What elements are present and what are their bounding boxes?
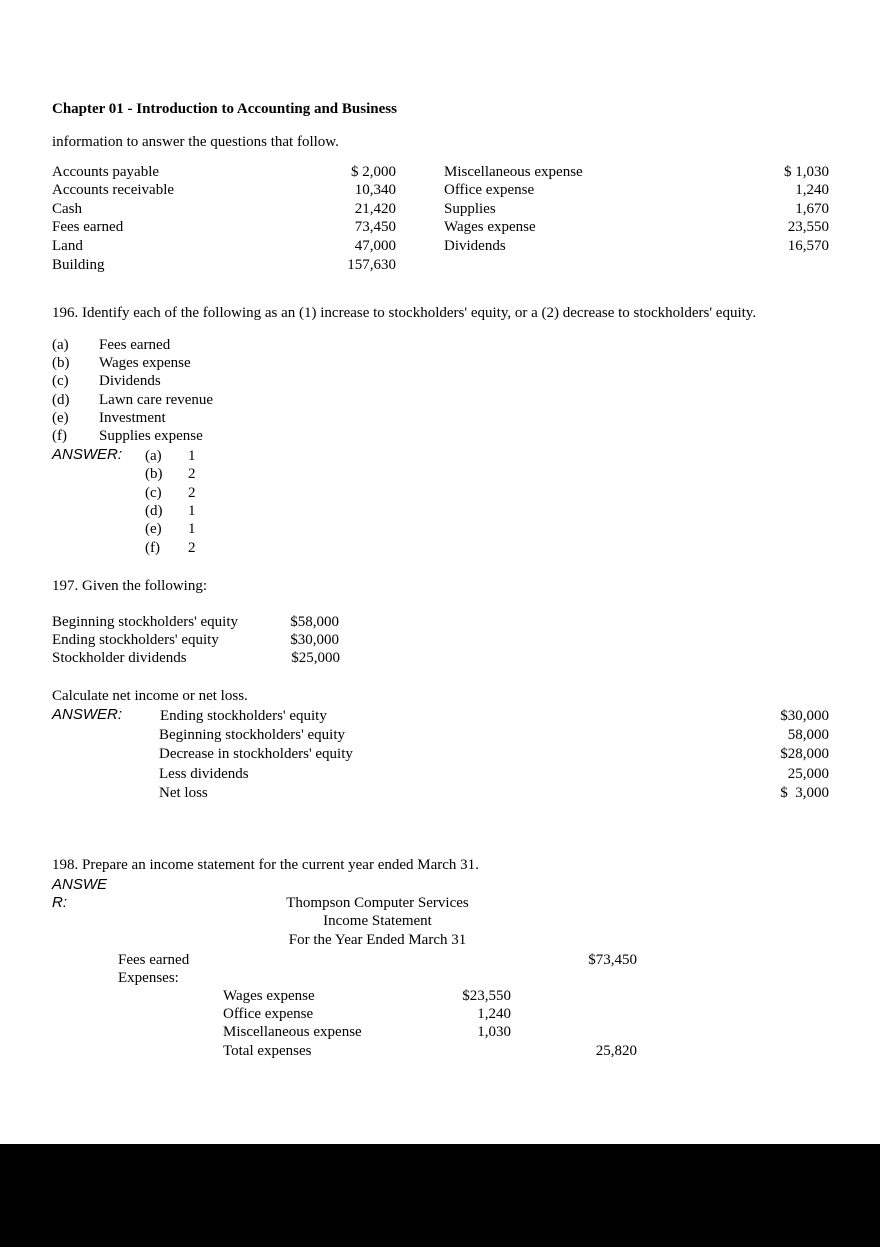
answer-value: 2 (188, 485, 196, 501)
answer-row-label: Less dividends (159, 766, 249, 782)
answer-row-label: Beginning stockholders' equity (159, 727, 346, 743)
account-value: 10,340 (354, 182, 396, 198)
item-text: Fees earned (99, 337, 171, 353)
chapter-title: Chapter 01 - Introduction to Accounting and Business (52, 101, 397, 117)
account-label: Dividends (444, 238, 506, 254)
account-label: Fees earned (52, 219, 124, 235)
account-label: Accounts receivable (52, 182, 175, 198)
answer-letter: (b) (145, 466, 163, 482)
answer-label-line1: ANSWE (52, 876, 108, 893)
account-value: 1,670 (795, 201, 829, 217)
intro-text: information to answer the questions that follow. (52, 134, 339, 150)
statement-period: For the Year Ended March 31 (288, 932, 467, 948)
expense-value: 1,240 (477, 1006, 511, 1022)
item-text: Wages expense (99, 355, 191, 371)
account-value: $ 2,000 (351, 164, 396, 180)
given-label: Ending stockholders' equity (52, 632, 219, 648)
q197-prompt: Calculate net income or net loss. (52, 688, 248, 704)
account-value: 73,450 (354, 219, 396, 235)
account-value: 157,630 (347, 257, 396, 273)
answer-label-line2: R: (52, 894, 67, 911)
account-value: 47,000 (354, 238, 396, 254)
answer-letter: (f) (145, 540, 160, 556)
account-label: Supplies (444, 201, 496, 217)
given-label: Beginning stockholders' equity (52, 614, 239, 630)
answer-value: 2 (188, 540, 196, 556)
item-letter: (e) (52, 410, 69, 426)
answer-value: 1 (188, 448, 196, 464)
total-expenses-value: 25,820 (595, 1043, 637, 1059)
answer-letter: (a) (145, 448, 162, 464)
item-text: Dividends (99, 373, 161, 389)
fees-earned-label: Fees earned (118, 952, 190, 968)
account-value: 23,550 (787, 219, 829, 235)
item-letter: (d) (52, 392, 70, 408)
answer-letter: (c) (145, 485, 162, 501)
question-197: 197. Given the following: (52, 578, 207, 594)
answer-value: 1 (188, 521, 196, 537)
answer-row-value: $ 3,000 (780, 785, 829, 801)
answer-row-label: Net loss (159, 785, 208, 801)
given-value: $30,000 (290, 632, 339, 648)
given-value: $25,000 (291, 650, 340, 666)
account-label: Miscellaneous expense (444, 164, 583, 180)
answer-row-value: $30,000 (780, 708, 829, 724)
answer-letter: (d) (145, 503, 163, 519)
account-label: Land (52, 238, 83, 254)
item-text: Investment (99, 410, 166, 426)
item-letter: (c) (52, 373, 69, 389)
account-label: Wages expense (444, 219, 536, 235)
answer-value: 2 (188, 466, 196, 482)
account-value: 1,240 (795, 182, 829, 198)
statement-company: Thompson Computer Services (286, 895, 469, 911)
expenses-label: Expenses: (118, 970, 179, 986)
fees-earned-value: $73,450 (588, 952, 637, 968)
account-label: Cash (52, 201, 82, 217)
answer-row-label: Decrease in stockholders' equity (159, 746, 353, 762)
account-label: Accounts payable (52, 164, 160, 180)
answer-value: 1 (188, 503, 196, 519)
expense-label: Miscellaneous expense (223, 1024, 362, 1040)
answer-row-value: 58,000 (787, 727, 829, 743)
given-label: Stockholder dividends (52, 650, 187, 666)
account-value: 21,420 (354, 201, 396, 217)
answer-label: ANSWER: (52, 446, 123, 463)
answer-row-label: Ending stockholders' equity (160, 708, 327, 724)
expense-label: Wages expense (223, 988, 315, 1004)
given-value: $58,000 (290, 614, 339, 630)
answer-letter: (e) (145, 521, 162, 537)
item-letter: (a) (52, 337, 69, 353)
expense-value: 1,030 (477, 1024, 511, 1040)
account-label: Building (52, 257, 105, 273)
question-196: 196. Identify each of the following as an (1) increase to stockholders' equity, or a (2) decrease to stockholders' equity. (52, 305, 757, 321)
total-expenses-label: Total expenses (223, 1043, 312, 1059)
item-letter: (b) (52, 355, 70, 371)
answer-row-value: 25,000 (787, 766, 829, 782)
expense-value: $23,550 (462, 988, 511, 1004)
answer-label: ANSWER: (52, 706, 123, 723)
account-value: 16,570 (787, 238, 829, 254)
item-text: Supplies expense (99, 428, 203, 444)
statement-name: Income Statement (323, 913, 432, 929)
expense-label: Office expense (223, 1006, 314, 1022)
answer-row-value: $28,000 (780, 746, 829, 762)
item-letter: (f) (52, 428, 67, 444)
account-value: $ 1,030 (784, 164, 829, 180)
account-label: Office expense (444, 182, 535, 198)
item-text: Lawn care revenue (99, 392, 214, 408)
question-198: 198. Prepare an income statement for the current year ended March 31. (52, 857, 479, 873)
